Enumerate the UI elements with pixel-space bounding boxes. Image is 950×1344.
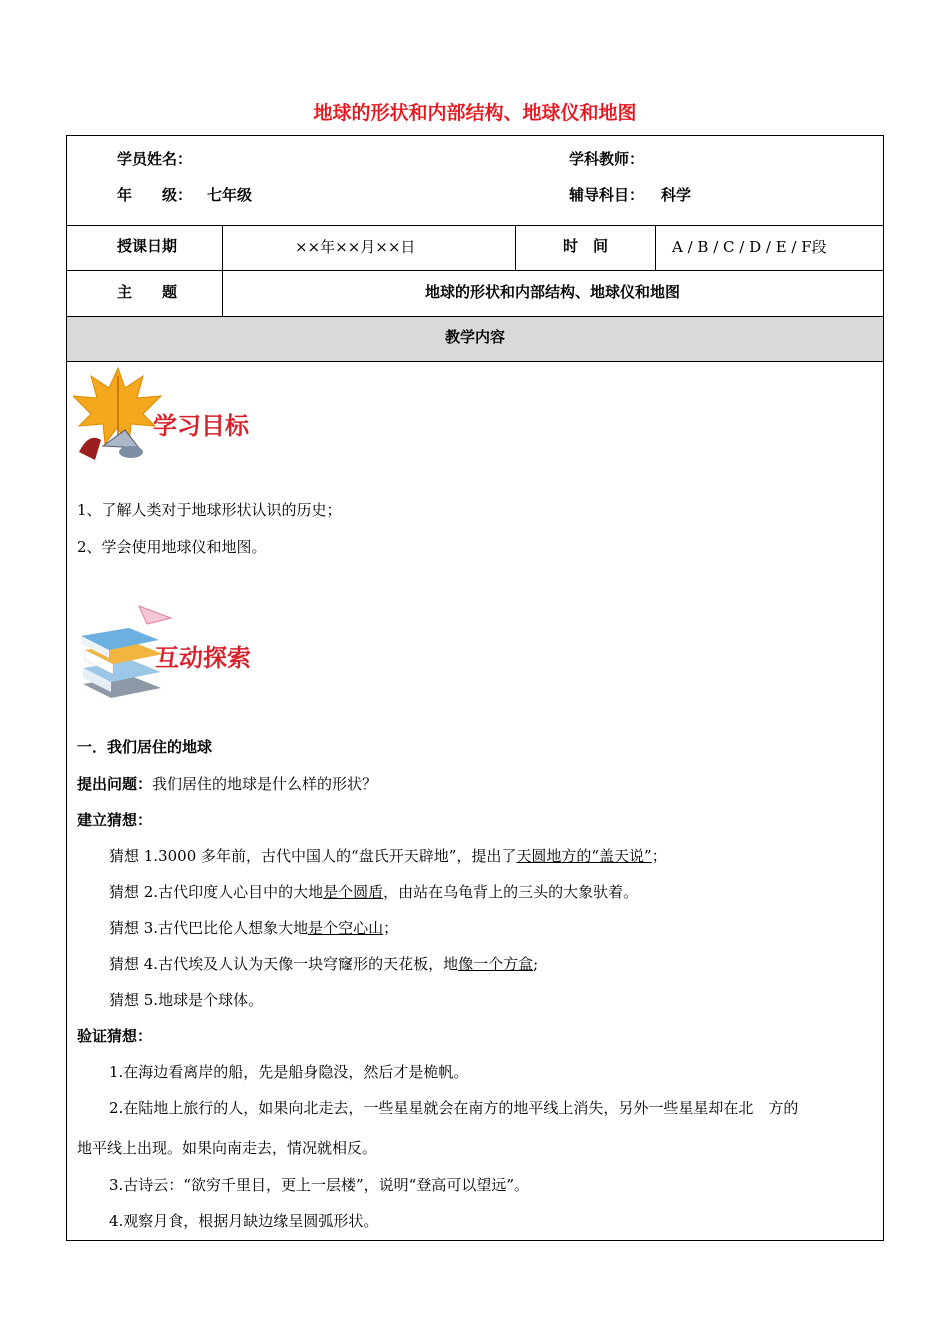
topic-value: 地球的形状和内部结构、地球仪和地图 <box>424 283 680 301</box>
verify-1: 1.在海边看离岸的船，先是船身隐没，然后才是桅帆。 <box>109 1063 469 1081</box>
hypothesis-2: 猜想 2.古代印度人心目中的大地是个圆盾，由站在乌龟背上的三头的大象驮着。 <box>109 883 639 901</box>
verify-3: 3.古诗云：“欲穷千里目，更上一层楼”，说明“登高可以望远”。 <box>109 1176 529 1194</box>
teacher-label: 学科教师： <box>569 150 645 168</box>
verify-2a: 2.在陆地上旅行的人，如果向北走去，一些星星就会在南方的地平线上消失，另外一些星星却在北 方的 <box>109 1099 799 1117</box>
verify-label: 验证猜想： <box>77 1027 153 1045</box>
question-label: 提出问题： <box>77 775 153 793</box>
page-title: 地球的形状和内部结构、地球仪和地图 <box>313 102 637 124</box>
goal-1: 1、了解人类对于地球形状认识的历史； <box>77 501 342 519</box>
verify-2b: 地平线上出现。如果向南走去，情况就相反。 <box>77 1139 378 1157</box>
hypothesis-1: 猜想 1.3000 多年前，古代中国人的“盘氏开天辟地”，提出了天圆地方的“盖天说”； <box>109 847 667 865</box>
grade-value: 七年级 <box>207 186 253 204</box>
section-heading: 一．我们居住的地球 <box>77 738 213 756</box>
time-label: 时 间 <box>563 237 609 255</box>
maple-leaf-bell-icon <box>73 366 163 466</box>
date-label: 授课日期 <box>117 237 178 255</box>
content-header-row <box>67 317 883 362</box>
info-row <box>67 136 883 226</box>
question-line <box>77 773 377 794</box>
topic-row <box>67 271 883 317</box>
lesson-table <box>66 135 884 1241</box>
hypothesis-4: 猜想 4.古代埃及人认为天像一块穹窿形的天花板，地像一个方盒; <box>109 955 539 973</box>
subject-label: 辅导科目： <box>569 186 645 204</box>
verify-4: 4.观察月食，根据月缺边缘呈圆弧形状。 <box>109 1212 379 1230</box>
student-label: 学员姓名： <box>117 150 193 168</box>
content-header: 教学内容 <box>444 328 505 346</box>
hypothesis-3: 猜想 3.古代巴比伦人想象大地是个空心山； <box>109 919 399 937</box>
question-text: 我们居住的地球是什么样的形状？ <box>152 775 378 793</box>
hypothesis-5: 猜想 5.地球是个球体。 <box>109 991 264 1009</box>
date-value: ××年××月××日 <box>295 238 416 256</box>
topic-label: 主 题 <box>117 283 178 301</box>
goal-2: 2、学会使用地球仪和地图。 <box>77 538 267 556</box>
hypothesis-label: 建立猜想： <box>77 811 153 829</box>
grade-label: 年 级： <box>117 186 193 204</box>
goals-banner <box>73 366 273 466</box>
explore-banner <box>75 604 275 704</box>
schedule-row <box>67 226 883 271</box>
subject-value: 科学 <box>661 186 692 204</box>
explore-banner-label: 互动探索 <box>155 644 251 672</box>
time-value: A / B / C / D / E / F段 <box>672 238 827 256</box>
goals-banner-label: 学习目标 <box>153 412 249 440</box>
